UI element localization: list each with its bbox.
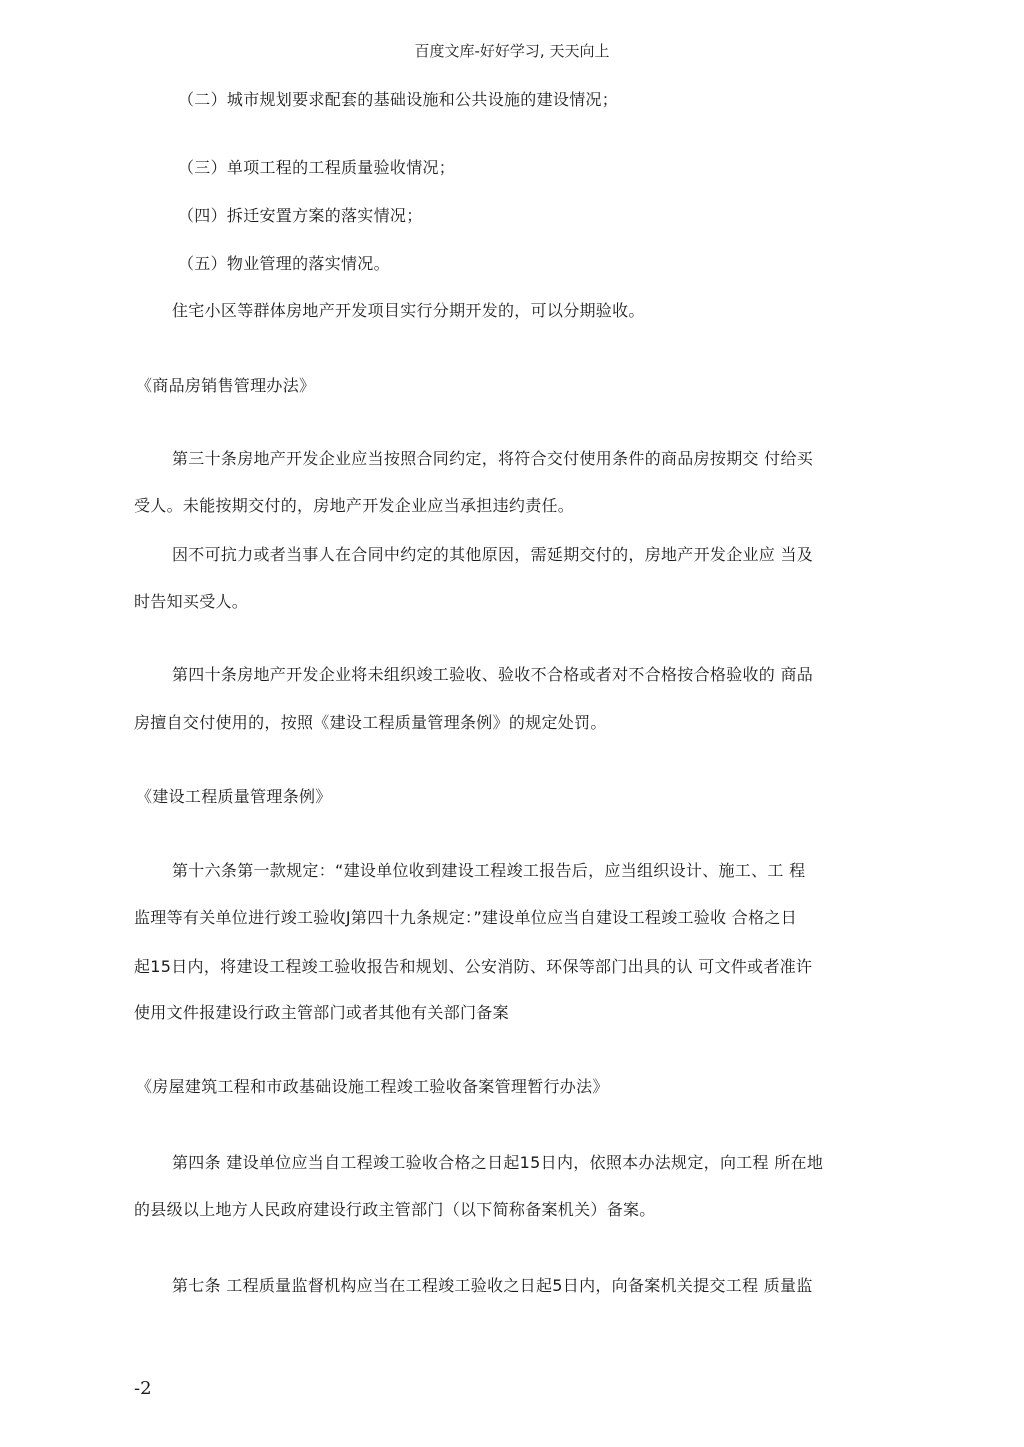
text-line: 第三十条房地产开发企业应当按照合同约定，将符合交付使用条件的商品房按期交 付给买 — [172, 449, 814, 468]
text-line: 使用文件报建设行政主管部门或者其他有关部门备案 — [134, 1003, 509, 1022]
text-line: 监理等有关单位进行竣工验收J第四十九条规定：”建设单位应当自建设工程竣工验收 合格之日 — [134, 908, 797, 927]
text-line: 的县级以上地方人民政府建设行政主管部门（以下简称备案机关）备案。 — [134, 1200, 656, 1219]
page-header: 百度文库-好好学习, 天天向上 — [414, 42, 610, 60]
text-line: 第十六条第一款规定：“建设单位收到建设工程竣工报告后，应当组织设计、施工、工 程 — [172, 861, 806, 880]
section-heading: 《房屋建筑工程和市政基础设施工程竣工验收备案管理暂行办法》 — [136, 1077, 609, 1096]
text-line: 受人。未能按期交付的，房地产开发企业应当承担违约责任。 — [134, 496, 575, 515]
text-line: 第四十条房地产开发企业将未组织竣工验收、验收不合格或者对不合格按合格验收的 商品 — [172, 665, 814, 684]
text-line: （五）物业管理的落实情况。 — [178, 254, 390, 273]
text-line: 起15日内，将建设工程竣工验收报告和规划、公安消防、环保等部门出具的认 可文件或者准许 — [134, 957, 813, 976]
section-heading: 《建设工程质量管理条例》 — [136, 787, 332, 806]
text-line: 第四条 建设单位应当自工程竣工验收合格之日起15日内，依照本办法规定，向工程 所在地 — [172, 1153, 824, 1172]
text-line: （二）城市规划要求配套的基础设施和公共设施的建设情况； — [178, 90, 619, 109]
page-number: -2 — [134, 1378, 152, 1399]
text-line: 时告知买受人。 — [134, 592, 249, 611]
text-line: 第七条 工程质量监督机构应当在工程竣工验收之日起5日内，向备案机关提交工程 质量监 — [172, 1276, 813, 1295]
text-line: 住宅小区等群体房地产开发项目实行分期开发的，可以分期验收。 — [172, 301, 645, 320]
text-line: 房擅自交付使用的，按照《建设工程质量管理条例》的规定处罚。 — [134, 713, 607, 732]
text-line: （三）单项工程的工程质量验收情况； — [178, 158, 456, 177]
text-line: 因不可抗力或者当事人在合同中约定的其他原因，需延期交付的，房地产开发企业应 当及 — [172, 545, 814, 564]
section-heading: 《商品房销售管理办法》 — [136, 376, 316, 395]
text-line: （四）拆迁安置方案的落实情况； — [178, 206, 423, 225]
